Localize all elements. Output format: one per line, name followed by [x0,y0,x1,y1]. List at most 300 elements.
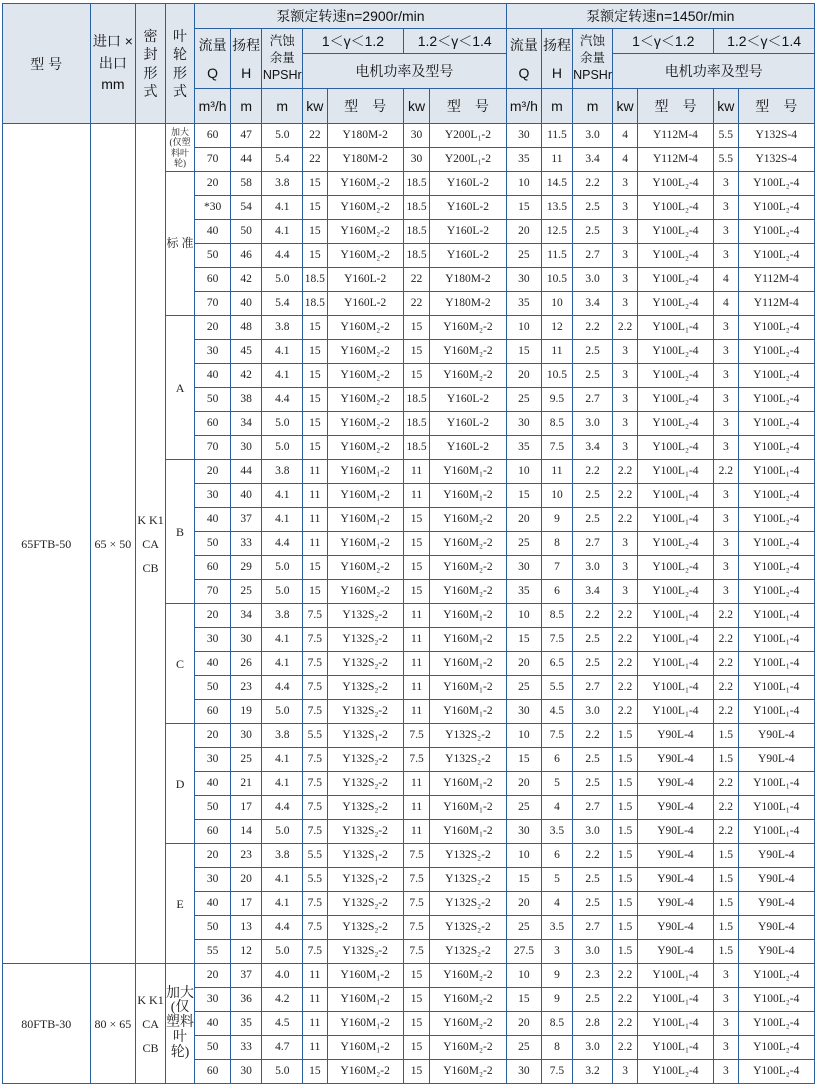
table-cell: Y90L-4 [637,844,713,868]
table-cell: 1.5 [613,844,637,868]
table-cell: Y160L-2 [430,196,506,220]
table-cell: 35 [506,148,542,172]
table-cell: 48 [230,316,262,340]
table-cell: 4 [613,148,637,172]
table-cell: 4.2 [262,988,303,1012]
table-cell: Y132S-4 [738,148,814,172]
table-cell: Y100L₂-4 [637,196,713,220]
table-cell: Y160M₂-2 [430,556,506,580]
table-cell: 2.3 [572,964,613,988]
table-cell: 50 [195,796,231,820]
table-cell: 2.7 [572,244,613,268]
table-cell: 20 [506,892,542,916]
table-cell: 5.0 [262,700,303,724]
table-cell: 22 [403,268,429,292]
table-cell: 4.1 [262,508,303,532]
table-cell: 26 [230,652,262,676]
table-cell: 11 [403,604,429,628]
table-cell: 35 [506,436,542,460]
table-cell: Y100L₂-4 [738,316,814,340]
table-cell: 20 [195,604,231,628]
table-cell: 15 [303,244,327,268]
table-cell: Y180M-2 [327,124,403,148]
table-body [3,124,815,1084]
table-cell: 44 [230,460,262,484]
table-cell: 30 [506,556,542,580]
table-cell: *30 [195,196,231,220]
unit-kw: kw [714,89,738,124]
table-cell: Y100L₁-4 [637,676,713,700]
header-model: 型 号 [3,4,91,124]
table-cell: 11 [403,796,429,820]
table-cell: 2.2 [714,652,738,676]
table-cell: Y160M₁-2 [430,604,506,628]
table-cell: 45 [230,340,262,364]
table-cell: Y160L-2 [327,268,403,292]
table-cell: Y100L₂-4 [637,388,713,412]
table-cell: 11 [303,508,327,532]
table-cell: Y100L₁-4 [637,508,713,532]
table-cell: 60 [195,124,231,148]
header-gamma1: 1＜γ＜1.2 [303,29,404,54]
table-cell: 20 [195,316,231,340]
table-cell: Y132S₂-2 [430,892,506,916]
header-motor-1450: 电机功率及型号 [613,54,815,89]
table-cell: 5.5 [714,148,738,172]
table-cell: 60 [195,268,231,292]
table-cell: 3 [613,220,637,244]
table-cell: Y132S₂-2 [327,628,403,652]
table-cell: 5.0 [262,412,303,436]
table-cell: 10 [506,844,542,868]
table-cell: 8.5 [542,604,573,628]
table-cell: Y160M₁-2 [327,532,403,556]
table-cell: 7.5 [303,772,327,796]
table-cell: 30 [506,1060,542,1084]
table-cell: 3.0 [572,556,613,580]
table-cell: Y160M₂-2 [327,196,403,220]
table-cell: 2.2 [613,508,637,532]
table-cell: 50 [195,916,231,940]
pump-performance-table [2,3,815,1084]
table-cell: 3 [613,1060,637,1084]
table-cell: 10 [506,724,542,748]
table-cell: 3 [714,964,738,988]
table-cell: Y100L₁-4 [637,316,713,340]
table-cell: Y90L-4 [637,940,713,964]
table-cell: 10 [542,292,573,316]
header-npsh-1450: 汽蚀 余量 NPSHr [572,29,613,89]
table-cell: 5.5 [303,868,327,892]
table-cell: Y100L₂-4 [738,340,814,364]
table-cell: 20 [230,868,262,892]
table-cell: Y100L₂-4 [637,556,713,580]
table-cell: Y160M₂-2 [430,532,506,556]
table-cell: 1.5 [714,724,738,748]
table-cell: Y90L-4 [637,868,713,892]
table-cell: 3.0 [572,700,613,724]
table-cell: Y100L₁-4 [738,652,814,676]
table-cell: 30 [403,148,429,172]
table-cell: 18.5 [303,268,327,292]
table-cell: 25 [506,676,542,700]
table-cell: 3.2 [572,1060,613,1084]
table-cell: Y100L₁-4 [637,652,713,676]
table-cell: 3.8 [262,172,303,196]
table-cell: 3 [714,316,738,340]
table-cell: Y100L₁-4 [738,772,814,796]
table-cell: 15 [303,556,327,580]
table-cell: 7.5 [542,436,573,460]
table-cell: 3 [714,196,738,220]
table-cell: Y160M₁-2 [327,988,403,1012]
table-cell: 1.5 [613,892,637,916]
table-cell: 2.5 [572,220,613,244]
table-cell: 20 [506,772,542,796]
table-cell: Y160M₁-2 [430,628,506,652]
table-cell: Y160M₂-2 [327,556,403,580]
table-header [3,4,815,124]
table-cell: Y100L₁-4 [637,460,713,484]
table-cell: 2.2 [572,316,613,340]
table-cell: Y100L₂-4 [738,556,814,580]
table-cell: 25 [230,580,262,604]
table-cell: 8 [542,532,573,556]
table-cell: 44 [230,148,262,172]
table-cell: 25 [506,1036,542,1060]
table-cell: Y160M₂-2 [430,316,506,340]
table-cell: 7.5 [303,700,327,724]
table-cell: 15 [403,316,429,340]
table-cell: 11 [403,628,429,652]
table-cell: Y100L₁-4 [637,484,713,508]
table-cell: 2.2 [572,604,613,628]
table-cell: 4.5 [542,700,573,724]
table-cell: Y90L-4 [637,748,713,772]
table-cell: 3 [613,340,637,364]
table-cell: 17 [230,796,262,820]
table-cell: 2.7 [572,388,613,412]
table-cell: 11 [303,1012,327,1036]
table-cell: 2.7 [572,676,613,700]
table-cell: 15 [303,196,327,220]
table-cell: 15 [403,964,429,988]
table-cell: 7.5 [303,796,327,820]
table-cell: 1.5 [613,796,637,820]
table-cell: 40 [195,892,231,916]
table-cell: 3.4 [572,292,613,316]
table-cell: 40 [195,220,231,244]
table-cell: 6.5 [542,652,573,676]
table-cell: Y100L₂-4 [738,484,814,508]
table-cell: Y180M-2 [430,268,506,292]
table-cell: 40 [195,1012,231,1036]
table-cell: 15 [403,556,429,580]
table-cell: 7.5 [303,628,327,652]
seal-cell: K K1 CA CB [136,964,166,1084]
table-cell: 18.5 [403,220,429,244]
table-cell: 5.0 [262,820,303,844]
table-cell: 3 [714,532,738,556]
table-cell: Y100L₁-4 [738,604,814,628]
table-cell: Y90L-4 [738,748,814,772]
table-cell: 14 [230,820,262,844]
table-cell: Y160M₂-2 [430,340,506,364]
table-cell: 30 [230,724,262,748]
table-cell: 6 [542,748,573,772]
table-cell: 30 [506,820,542,844]
table-cell: 15 [403,1012,429,1036]
table-cell: 11 [403,652,429,676]
table-cell: 2.2 [714,772,738,796]
table-cell: Y160M₂-2 [327,580,403,604]
table-cell: 3 [714,556,738,580]
table-cell: Y132S₂-2 [430,844,506,868]
table-cell: 55 [195,940,231,964]
table-cell: Y100L₂-4 [738,220,814,244]
table-cell: 4.1 [262,220,303,244]
table-cell: 50 [195,532,231,556]
unit-npsh: m [262,89,303,124]
table-cell: 4 [542,892,573,916]
table-cell: 3 [613,364,637,388]
table-cell: 7.5 [403,844,429,868]
table-cell: 4.1 [262,748,303,772]
table-cell: Y160M₂-2 [327,364,403,388]
table-cell: 2.7 [572,916,613,940]
table-cell: Y100L₂-4 [738,964,814,988]
table-cell: 7 [542,556,573,580]
table-cell: 15 [403,1036,429,1060]
header-impeller-form: 叶 轮 形 式 [165,4,195,124]
table-cell: 30 [195,748,231,772]
unit-head: m [542,89,573,124]
table-cell: 6 [542,844,573,868]
table-cell: Y132S₂-2 [327,820,403,844]
table-cell: 3.0 [572,412,613,436]
table-cell: 3 [714,436,738,460]
table-cell: Y132S₂-2 [327,796,403,820]
table-cell: Y100L₂-4 [738,580,814,604]
table-cell: 3 [714,1036,738,1060]
table-cell: 8.5 [542,1012,573,1036]
table-cell: Y90L-4 [738,892,814,916]
table-cell: 4.1 [262,868,303,892]
table-cell: Y90L-4 [738,868,814,892]
impeller-cell: A [165,316,195,460]
table-cell: Y160M₁-2 [430,820,506,844]
table-cell: Y100L₂-4 [738,1012,814,1036]
table-cell: 17 [230,892,262,916]
table-cell: Y160M₁-2 [430,652,506,676]
table-cell: 7.5 [403,940,429,964]
table-cell: 1.5 [714,868,738,892]
table-cell: Y112M-4 [637,124,713,148]
table-cell: Y160M₂-2 [430,364,506,388]
table-cell: 30 [230,1060,262,1084]
table-cell: 40 [230,292,262,316]
table-cell: 15 [506,628,542,652]
table-cell: 2.2 [572,172,613,196]
table-cell: 38 [230,388,262,412]
table-cell: Y132S₁-2 [327,724,403,748]
table-cell: 70 [195,292,231,316]
table-cell: 20 [506,220,542,244]
table-cell: 8 [542,1036,573,1060]
table-cell: Y100L₂-4 [637,580,713,604]
table-cell: 5.0 [262,268,303,292]
header-gamma2-1450: 1.2＜γ＜1.4 [714,29,815,54]
table-cell: Y112M-4 [738,292,814,316]
table-cell: Y160M₂-2 [430,1036,506,1060]
table-cell: 47 [230,124,262,148]
table-cell: 9 [542,988,573,1012]
table-cell: 9 [542,508,573,532]
table-cell: 3 [714,580,738,604]
table-cell: 25 [506,244,542,268]
table-cell: 15 [303,316,327,340]
table-cell: 15 [303,1060,327,1084]
header-seal-form: 密 封 形 式 [136,4,166,124]
table-cell: Y160M₂-2 [430,508,506,532]
table-cell: 5.0 [262,580,303,604]
table-cell: 40 [230,484,262,508]
table-cell: 35 [506,292,542,316]
table-cell: 11 [403,460,429,484]
table-cell: 3 [714,412,738,436]
table-cell: 13.5 [542,196,573,220]
table-cell: 22 [403,292,429,316]
table-cell: Y160M₁-2 [430,700,506,724]
table-cell: 34 [230,412,262,436]
table-cell: 25 [506,916,542,940]
table-cell: 5.0 [262,436,303,460]
table-cell: Y100L₁-4 [637,700,713,724]
table-cell: 3.5 [542,820,573,844]
table-cell: 18.5 [303,292,327,316]
table-cell: 2.5 [572,772,613,796]
table-cell: 2.5 [572,628,613,652]
table-cell: 30 [506,268,542,292]
table-cell: Y100L₂-4 [637,268,713,292]
table-cell: 15 [303,172,327,196]
table-cell: Y160M₂-2 [430,988,506,1012]
table-cell: 8.5 [542,412,573,436]
table-cell: 60 [195,556,231,580]
table-cell: 3 [613,292,637,316]
unit-motor-type: 型 号 [430,89,506,124]
table-cell: Y132S₂-2 [430,940,506,964]
table-cell: Y160M₁-2 [327,1036,403,1060]
table-cell: Y160L-2 [430,172,506,196]
table-cell: 3 [714,388,738,412]
table-cell: 4.1 [262,484,303,508]
table-cell: 3 [613,196,637,220]
table-cell: 13 [230,916,262,940]
table-cell: 18.5 [403,244,429,268]
table-cell: Y160M₂-2 [327,1060,403,1084]
table-cell: 37 [230,508,262,532]
table-cell: 4.7 [262,1036,303,1060]
table-cell: 1.5 [613,820,637,844]
table-cell: 2.2 [613,676,637,700]
table-cell: 15 [506,340,542,364]
table-cell: 20 [195,844,231,868]
table-cell: 7.5 [542,628,573,652]
table-cell: 3 [714,172,738,196]
table-cell: 11 [403,772,429,796]
table-cell: 2.7 [572,796,613,820]
model-cell: 65FTB-50 [3,124,91,964]
table-cell: 70 [195,148,231,172]
table-cell: 58 [230,172,262,196]
table-cell: Y160M₁-2 [327,484,403,508]
table-cell: 29 [230,556,262,580]
table-cell: 3 [613,388,637,412]
table-cell: 4.1 [262,892,303,916]
table-cell: 2.2 [613,484,637,508]
table-cell: Y160M₂-2 [327,244,403,268]
table-cell: 25 [506,388,542,412]
table-cell: Y132S₂-2 [327,772,403,796]
impeller-cell: E [165,844,195,964]
table-cell: 30 [195,340,231,364]
table-cell: Y200L₁-2 [430,148,506,172]
table-cell: Y90L-4 [637,892,713,916]
table-cell: 3 [714,244,738,268]
table-cell: 2.5 [572,340,613,364]
table-cell: 25 [506,532,542,556]
table-cell: 2.2 [613,988,637,1012]
table-cell: 11.5 [542,124,573,148]
table-cell: 3.8 [262,316,303,340]
table-cell: 15 [303,340,327,364]
table-cell: 50 [195,676,231,700]
table-cell: 35 [230,1012,262,1036]
table-cell: 2.2 [714,460,738,484]
table-cell: 60 [195,700,231,724]
table-cell: 54 [230,196,262,220]
table-cell: 2.5 [572,748,613,772]
table-cell: 3 [613,580,637,604]
header-flow: 流量 Q [195,29,231,89]
table-cell: 50 [195,244,231,268]
table-cell: 25 [506,796,542,820]
table-cell: 2.2 [714,700,738,724]
unit-kw: kw [613,89,637,124]
table-cell: 15 [506,988,542,1012]
unit-flow: m³/h [506,89,542,124]
table-cell: Y90L-4 [637,724,713,748]
table-cell: 3 [714,364,738,388]
table-cell: Y160M₂-2 [327,340,403,364]
table-cell: 20 [506,652,542,676]
table-cell: 1.5 [613,940,637,964]
table-cell: Y160M₁-2 [327,1012,403,1036]
table-cell: 10 [506,460,542,484]
table-cell: 33 [230,532,262,556]
table-cell: 11 [403,676,429,700]
table-cell: Y160M₁-2 [430,460,506,484]
table-cell: Y100L₂-4 [738,364,814,388]
table-cell: Y160M₁-2 [430,676,506,700]
table-cell: 11 [303,532,327,556]
table-cell: 22 [303,124,327,148]
table-cell: 3 [613,532,637,556]
table-cell: 2.2 [572,844,613,868]
table-cell: Y100L₂-4 [738,532,814,556]
table-cell: Y132S₂-2 [430,724,506,748]
